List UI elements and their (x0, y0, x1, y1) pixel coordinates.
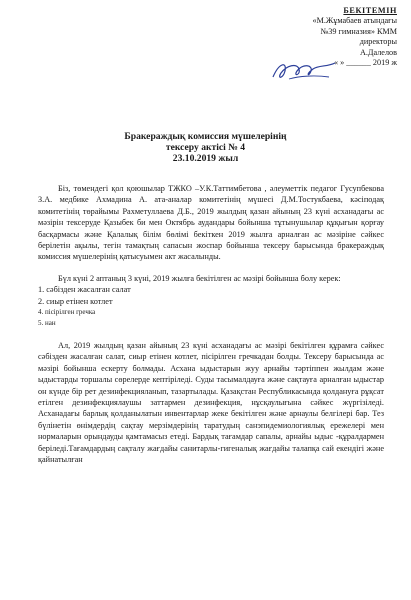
list-item: 5. нан (38, 319, 56, 328)
paragraph-menu-required: Бүл күні 2 аптаның 3 күні, 2019 жылға бекітілген ас мәзірі бойынша болу керек: (58, 273, 341, 283)
list-item: 2. сиыр етінен котлет (38, 296, 113, 306)
menu-list (38, 284, 384, 330)
title-line-act-number: тексеру актісі № 4 (165, 142, 246, 154)
approval-line-date: « » ______ 2019 ж (334, 58, 397, 68)
paragraph-intro: Біз, төмендегі қол қоюшылар ТЖКО –У.К.Таттимбетова , әлеуметтік педагог Гусупбекова З.А. медбике Ахмадина А. ата-аналар комитетінің мүшесі Д.М.Тостукбаева, кәсіподақ комитетінің төрайымы Рахметуллаева Д.Б., 2019 жылдың қазан айының 23 күні асханадағы ас мәзірін тексеруде Қазыбек би мен Октябрь аудандары бойынша тұтынушылар құқығын қорғау басқармасы және Қалалық білім бөлімі бекіткен 2019 жылға арналған ас мәзіріне сәйкес берілетін ақылы, тегін тамақтың сапасын жоспар бойынша тексеру барысында бракераждық комиссия мүшелерінің қатысуымен акт жасалынды. (38, 184, 384, 262)
paragraph-inspection-result: Ал, 2019 жылдың қазан айының 23 күні асханадағы ас мәзірі бекітілген құрамға сәйкес сәбізден жасалған салат, сиыр етінен котлет, пісірілген гречкадан болды. Тексеру барысында ас мәзірі бойынша ескерту болмады. Асхана ыдыстарын жуу арнайы тәртіппен жылдам және ыдыстарды торшалы сөрелерде кептіріледі. Суды тасымалдауға және сақтауға арналған ыдыстар он күнде бір рет дезинфекцияланып, тазартылады. Қазақстан Республикасында қолдануға рұқсат етілген дезинфекциялаушы заттармен дезинфекция, нұсқаулығына сәйкес жүргізіледі. Асханадағы барлық қолданылатын инвентарлар жеке бекітілген және арнаулы белгілері бар. Тез бүлінетін өнімдердің сақтау мерзімдерінің таратудың санэпидемиологиялық ережелері мен нормаларын орындауды қамтамасыз етеді. Бардық тағамдар сапалы, арнайы ыдыс -құралдармен беріледі.Тағамдардың сақталу жағдайы санитарлы-гигеналық жағдайы талапқа сай екендігі және қайнатылған (38, 340, 384, 464)
list-item: 1. сәбізден жасалған салат (38, 285, 131, 295)
title-line-commission: Бракераждық комиссия мүшелерінің (124, 131, 287, 142)
approval-heading: БЕКІТЕМІН (343, 6, 397, 15)
approval-line-gymnasium: №39 гимназия» КММ (320, 26, 397, 36)
signature-icon (269, 57, 339, 85)
list-item: 4. пісірілген гречка (38, 308, 96, 317)
approval-line-director-name: А.Далелов (359, 47, 397, 57)
approval-line-school: «М.Жұмабаев атындағы (312, 16, 397, 26)
director-signature (269, 57, 339, 85)
title-line-date: 23.10.2019 жыл (172, 153, 239, 165)
approval-line-position: директоры (359, 37, 397, 47)
document-body (38, 183, 384, 465)
document-title (0, 131, 411, 165)
